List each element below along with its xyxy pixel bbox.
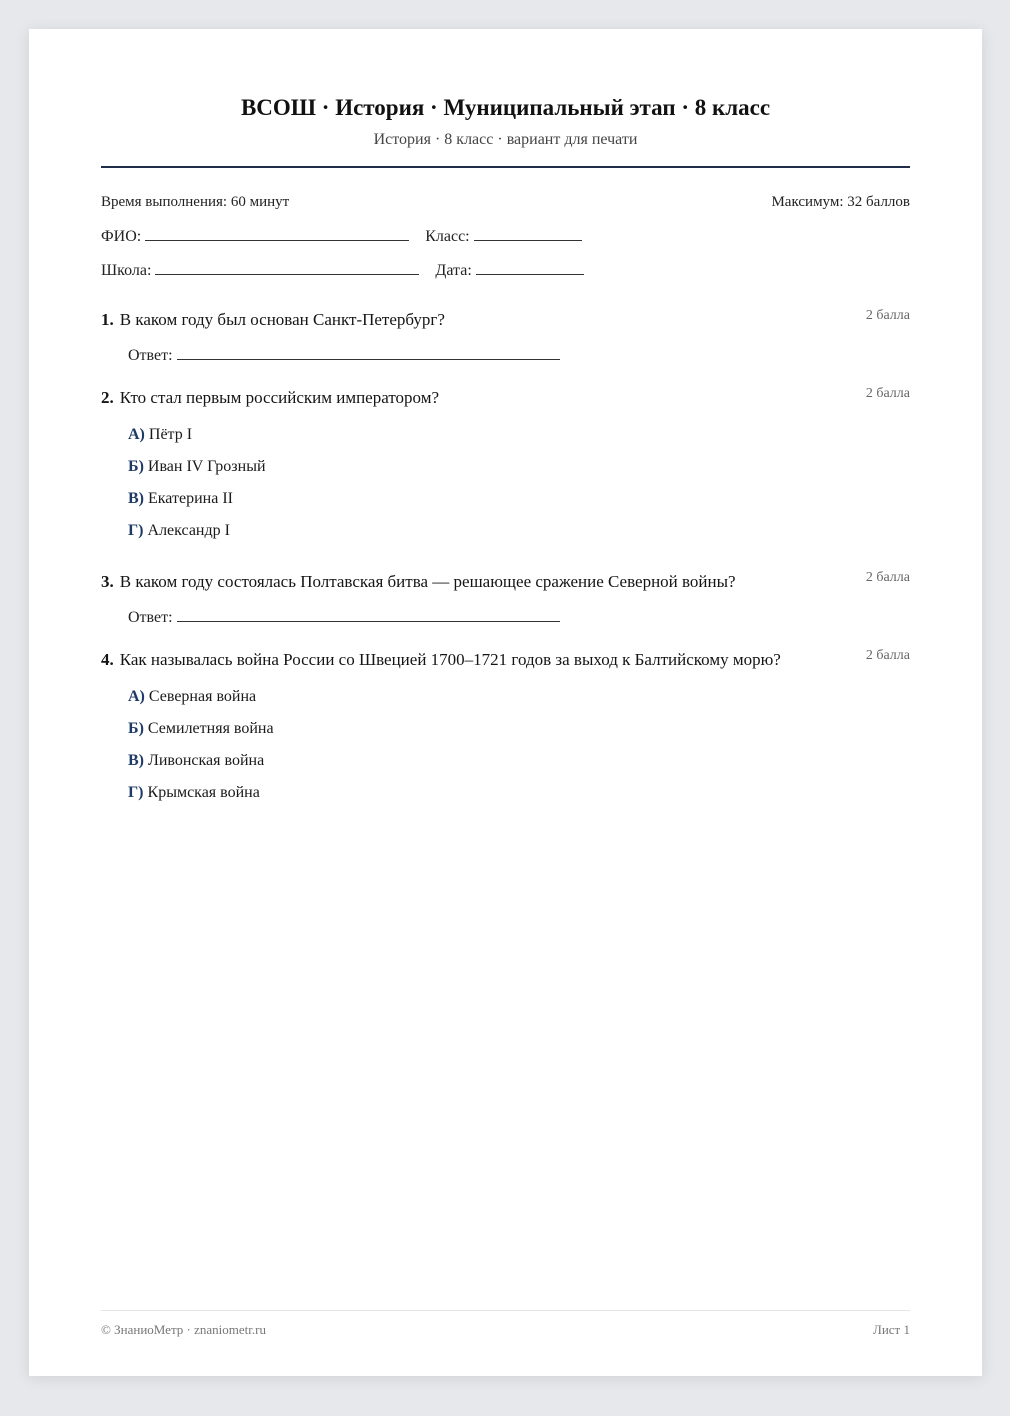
answer-line[interactable] [177,605,560,622]
school-field-line[interactable] [155,258,419,275]
question-number: 3. [101,572,114,591]
answer-label: Ответ: [128,347,173,364]
question-3 [101,570,910,629]
option-text: Александр I [147,522,230,539]
answer-field [128,343,910,367]
page-number: Лист 1 [873,1322,910,1337]
option-text: Северная война [148,688,257,705]
page-content [101,29,910,1376]
question-points: 2 балла [865,308,910,323]
option-g[interactable] [128,520,910,552]
option-text: Екатерина II [148,490,233,507]
question-points: 2 балла [865,386,910,401]
option-letter: Г) [128,522,144,539]
question-3-header [101,570,910,594]
document-page [29,29,982,1376]
options-list [128,424,910,552]
option-letter: Б) [128,458,144,475]
question-2 [101,386,910,552]
date-field-label: Дата: [435,262,472,279]
option-v[interactable] [128,750,910,782]
question-1 [101,308,910,367]
question-number: 1. [101,310,114,329]
option-text: Семилетняя война [147,720,274,737]
name-field-label: ФИО: [101,228,142,245]
option-letter: Б) [128,720,144,737]
school-field-label: Школа: [101,262,152,279]
time-limit: Время выполнения: 60 минут [101,194,290,210]
question-text: Как называлась война России со Швецией 1700–1721 годов за выход к Балтийскому морю? [119,650,781,669]
option-letter: А) [128,426,145,443]
question-text: Кто стал первым российским императором? [119,388,440,407]
option-a[interactable] [128,686,910,718]
option-text: Крымская война [147,784,260,801]
question-points: 2 балла [865,570,910,585]
name-field-line[interactable] [145,224,409,241]
option-text: Пётр I [148,426,193,443]
option-a[interactable] [128,424,910,456]
option-text: Иван IV Грозный [147,458,266,475]
option-letter: А) [128,688,145,705]
page-title: ВСОШ · История · Муниципальный этап · 8 класс [240,95,771,120]
option-b[interactable] [128,456,910,488]
question-text: В каком году был основан Санкт-Петербург? [119,310,445,329]
class-field-line[interactable] [474,224,582,241]
question-1-header [101,308,910,332]
option-letter: В) [128,752,144,769]
option-v[interactable] [128,488,910,520]
question-points: 2 балла [865,648,910,663]
option-letter: Г) [128,784,144,801]
question-2-header [101,386,910,410]
option-g[interactable] [128,782,910,814]
footer-copyright: © ЗнаниоМетр · znaniometr.ru [101,1322,266,1337]
date-field-line[interactable] [476,258,584,275]
question-number: 2. [101,388,114,407]
student-fields-row-1 [101,224,582,248]
question-4-header [101,648,910,672]
option-text: Ливонская война [148,752,265,769]
footer-divider [101,1310,910,1311]
page-subtitle: История · 8 класс · вариант для печати [373,131,638,148]
question-4 [101,648,910,814]
max-score: Максимум: 32 баллов [771,194,910,210]
header-divider [101,166,910,168]
answer-line[interactable] [177,343,560,360]
option-letter: В) [128,490,144,507]
question-number: 4. [101,650,114,669]
option-b[interactable] [128,718,910,750]
answer-label: Ответ: [128,609,173,626]
question-text: В каком году состоялась Полтавская битва — решающее сражение Северной войны? [119,572,736,591]
answer-field [128,605,910,629]
options-list [128,686,910,814]
student-fields-row-2 [101,258,584,282]
class-field-label: Класс: [425,228,470,245]
